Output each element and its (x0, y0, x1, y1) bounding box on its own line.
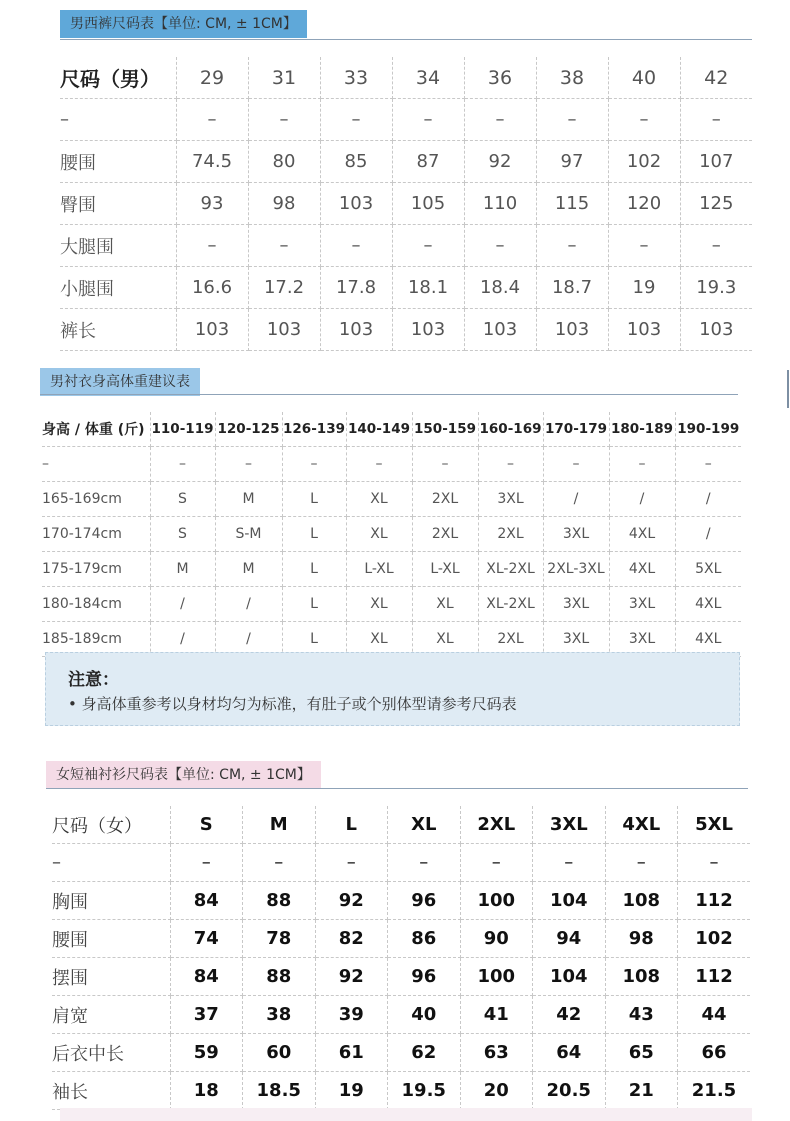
table-cell: 102 (608, 141, 680, 183)
table-cell: / (675, 517, 741, 552)
table-cell: / (215, 622, 282, 657)
table-cell: XL (346, 622, 412, 657)
row-header-label: 尺码（男） (60, 57, 176, 99)
row-label: – (60, 99, 176, 141)
table-cell: 103 (320, 183, 392, 225)
table-cell: / (543, 482, 609, 517)
table-cell: – (176, 99, 248, 141)
table-cell: 103 (464, 309, 536, 351)
table-row (42, 552, 741, 587)
table-cell: 110 (464, 183, 536, 225)
row-label: – (42, 447, 150, 482)
table-cell: – (533, 844, 606, 882)
table-cell: 88 (243, 882, 316, 920)
men-shirt-section-divider (40, 394, 738, 395)
table-cell: 93 (176, 183, 248, 225)
men-pants-table-body (60, 57, 752, 351)
table-cell: 87 (392, 141, 464, 183)
row-header-label: 尺码（女） (52, 806, 170, 844)
table-cell: 40 (388, 996, 461, 1034)
table-cell: – (609, 447, 675, 482)
row-label: 小腿围 (60, 267, 176, 309)
table-cell: 108 (605, 958, 678, 996)
column-header: M (243, 806, 316, 844)
row-label: 170-174cm (42, 517, 150, 552)
column-header: 110-119 (150, 412, 215, 447)
table-cell: 102 (678, 920, 751, 958)
table-row (60, 267, 752, 309)
table-cell: 17.2 (248, 267, 320, 309)
table-cell: XL (346, 587, 412, 622)
column-header: 126-139 (282, 412, 346, 447)
table-cell: 39 (315, 996, 388, 1034)
table-cell: 4XL (675, 587, 741, 622)
table-cell: 3XL (543, 587, 609, 622)
table-cell: 44 (678, 996, 751, 1034)
table-cell: 63 (460, 1034, 533, 1072)
men-shirt-section-header (40, 368, 200, 396)
table-cell: 103 (392, 309, 464, 351)
table-cell: 112 (678, 882, 751, 920)
table-cell: 85 (320, 141, 392, 183)
table-cell: 3XL (609, 622, 675, 657)
table-cell: 42 (533, 996, 606, 1034)
table-cell: 20 (460, 1072, 533, 1110)
table-cell: 16.6 (176, 267, 248, 309)
column-header: 38 (536, 57, 608, 99)
table-cell: – (388, 844, 461, 882)
table-row (60, 141, 752, 183)
table-cell: 2XL-3XL (543, 552, 609, 587)
column-header: XL (388, 806, 461, 844)
column-header: 31 (248, 57, 320, 99)
row-label: 175-179cm (42, 552, 150, 587)
table-cell: 105 (392, 183, 464, 225)
table-cell: XL (346, 482, 412, 517)
table-cell: 103 (608, 309, 680, 351)
table-cell: L (282, 552, 346, 587)
table-cell: 18.4 (464, 267, 536, 309)
table-cell: 103 (320, 309, 392, 351)
header-row (42, 412, 741, 447)
table-cell: 112 (678, 958, 751, 996)
table-cell: 96 (388, 882, 461, 920)
table-cell: XL (412, 587, 478, 622)
table-cell: 107 (680, 141, 752, 183)
table-cell: – (608, 225, 680, 267)
table-cell: – (412, 447, 478, 482)
table-cell: 82 (315, 920, 388, 958)
column-header: 2XL (460, 806, 533, 844)
right-edge-mark (787, 370, 789, 408)
table-cell: S (150, 482, 215, 517)
table-cell: – (605, 844, 678, 882)
table-cell: 65 (605, 1034, 678, 1072)
table-cell: 92 (315, 958, 388, 996)
table-cell: / (675, 482, 741, 517)
table-cell: 80 (248, 141, 320, 183)
men-pants-section-title: 男西裤尺码表【单位: CM, ± 1CM】 (60, 10, 307, 38)
row-label: 摆围 (52, 958, 170, 996)
table-cell: 18 (170, 1072, 243, 1110)
table-row (52, 958, 750, 996)
table-cell: 125 (680, 183, 752, 225)
table-cell: 3XL (543, 622, 609, 657)
row-label: 后衣中长 (52, 1034, 170, 1072)
table-cell: M (150, 552, 215, 587)
row-label: 袖长 (52, 1072, 170, 1110)
table-cell: 103 (536, 309, 608, 351)
row-header-label: 身高 / 体重 (斤) (42, 412, 150, 447)
column-header: 140-149 (346, 412, 412, 447)
table-cell: M (215, 552, 282, 587)
table-cell: 100 (460, 958, 533, 996)
table-cell: L-XL (412, 552, 478, 587)
table-row (60, 99, 752, 141)
column-header: 160-169 (478, 412, 543, 447)
table-cell: 59 (170, 1034, 243, 1072)
row-label: 185-189cm (42, 622, 150, 657)
table-cell: S-M (215, 517, 282, 552)
table-cell: – (392, 225, 464, 267)
table-cell: – (478, 447, 543, 482)
column-header: 120-125 (215, 412, 282, 447)
table-cell: 61 (315, 1034, 388, 1072)
men-shirt-table-body (42, 412, 741, 657)
table-row (52, 920, 750, 958)
table-cell: – (248, 99, 320, 141)
column-header: 29 (176, 57, 248, 99)
table-row (52, 1072, 750, 1110)
table-cell: 66 (678, 1034, 751, 1072)
table-cell: 4XL (609, 517, 675, 552)
table-cell: – (675, 447, 741, 482)
table-cell: 4XL (675, 622, 741, 657)
table-cell: 96 (388, 958, 461, 996)
table-cell: 92 (464, 141, 536, 183)
table-cell: – (536, 99, 608, 141)
table-cell: 108 (605, 882, 678, 920)
column-header: 4XL (605, 806, 678, 844)
table-row (52, 882, 750, 920)
table-cell: – (243, 844, 316, 882)
table-cell: 120 (608, 183, 680, 225)
row-label: 腰围 (60, 141, 176, 183)
table-cell: M (215, 482, 282, 517)
table-cell: 20.5 (533, 1072, 606, 1110)
row-label: 腰围 (52, 920, 170, 958)
table-row (42, 517, 741, 552)
table-cell: 104 (533, 958, 606, 996)
table-cell: XL-2XL (478, 552, 543, 587)
table-cell: – (460, 844, 533, 882)
table-row (42, 447, 741, 482)
table-cell: 104 (533, 882, 606, 920)
table-cell: 62 (388, 1034, 461, 1072)
row-label: 胸围 (52, 882, 170, 920)
table-cell: 78 (243, 920, 316, 958)
table-cell: L (282, 587, 346, 622)
table-cell: / (609, 482, 675, 517)
table-cell: – (464, 99, 536, 141)
men-pants-section-divider (60, 39, 752, 40)
table-cell: – (170, 844, 243, 882)
table-cell: 98 (248, 183, 320, 225)
table-cell: 17.8 (320, 267, 392, 309)
table-cell: 5XL (675, 552, 741, 587)
women-shirt-section-header (46, 761, 321, 789)
table-cell: 43 (605, 996, 678, 1034)
row-label: 裤长 (60, 309, 176, 351)
row-label: 180-184cm (42, 587, 150, 622)
column-header: 36 (464, 57, 536, 99)
women-shirt-section-title: 女短袖衬衫尺码表【单位: CM, ± 1CM】 (46, 761, 321, 789)
column-header: 33 (320, 57, 392, 99)
table-cell: 103 (680, 309, 752, 351)
column-header: 40 (608, 57, 680, 99)
table-cell: 18.1 (392, 267, 464, 309)
table-cell: 19.5 (388, 1072, 461, 1110)
table-cell: – (680, 225, 752, 267)
table-cell: 37 (170, 996, 243, 1034)
table-cell: 21 (605, 1072, 678, 1110)
table-row (52, 1034, 750, 1072)
table-row (60, 309, 752, 351)
table-cell: – (320, 99, 392, 141)
column-header: L (315, 806, 388, 844)
men-pants-section-header (60, 10, 307, 38)
table-cell: 18.5 (243, 1072, 316, 1110)
note-body: • 身高体重参考以身材均匀为标准，有肚子或个别体型请参考尺码表 (68, 695, 517, 713)
table-cell: 2XL (478, 622, 543, 657)
men-shirt-section-title: 男衬衣身高体重建议表 (40, 368, 200, 396)
table-row (60, 183, 752, 225)
table-cell: 4XL (609, 552, 675, 587)
table-cell: / (150, 587, 215, 622)
table-cell: – (464, 225, 536, 267)
table-cell: 115 (536, 183, 608, 225)
table-cell: – (282, 447, 346, 482)
table-cell: – (392, 99, 464, 141)
table-cell: 84 (170, 958, 243, 996)
table-cell: – (150, 447, 215, 482)
table-cell: L (282, 517, 346, 552)
table-cell: – (346, 447, 412, 482)
women-shirt-section-divider (46, 788, 748, 789)
table-cell: – (176, 225, 248, 267)
table-cell: 92 (315, 882, 388, 920)
table-cell: S (150, 517, 215, 552)
table-cell: 2XL (478, 517, 543, 552)
table-cell: 98 (605, 920, 678, 958)
table-cell: – (315, 844, 388, 882)
women-shirt-size-table (52, 806, 750, 1110)
table-cell: 60 (243, 1034, 316, 1072)
table-cell: 18.7 (536, 267, 608, 309)
table-cell: L (282, 622, 346, 657)
table-cell: 103 (176, 309, 248, 351)
note-box (45, 652, 740, 726)
table-cell: / (150, 622, 215, 657)
table-cell: 3XL (478, 482, 543, 517)
table-cell: 3XL (543, 517, 609, 552)
table-row (42, 587, 741, 622)
column-header: S (170, 806, 243, 844)
table-cell: – (543, 447, 609, 482)
women-shirt-table-body (52, 806, 750, 1110)
column-header: 180-189 (609, 412, 675, 447)
table-row (42, 482, 741, 517)
table-cell: – (320, 225, 392, 267)
table-cell: 88 (243, 958, 316, 996)
table-cell: 64 (533, 1034, 606, 1072)
table-cell: 2XL (412, 482, 478, 517)
table-row (60, 225, 752, 267)
table-cell: 103 (248, 309, 320, 351)
table-cell: 97 (536, 141, 608, 183)
table-cell: / (215, 587, 282, 622)
table-cell: XL-2XL (478, 587, 543, 622)
table-cell: 2XL (412, 517, 478, 552)
table-cell: – (678, 844, 751, 882)
table-cell: 38 (243, 996, 316, 1034)
table-cell: L-XL (346, 552, 412, 587)
table-cell: – (680, 99, 752, 141)
bottom-decor-strip (60, 1108, 752, 1121)
table-cell: 19 (315, 1072, 388, 1110)
table-cell: 94 (533, 920, 606, 958)
row-label: 臀围 (60, 183, 176, 225)
table-cell: 90 (460, 920, 533, 958)
men-pants-size-table (60, 57, 752, 351)
table-cell: 86 (388, 920, 461, 958)
table-cell: XL (412, 622, 478, 657)
note-title: 注意： (68, 670, 119, 690)
table-cell: 84 (170, 882, 243, 920)
table-cell: 19.3 (680, 267, 752, 309)
column-header: 42 (680, 57, 752, 99)
column-header: 190-199 (675, 412, 741, 447)
row-label: – (52, 844, 170, 882)
table-cell: – (248, 225, 320, 267)
table-cell: 74 (170, 920, 243, 958)
row-label: 165-169cm (42, 482, 150, 517)
men-shirt-height-weight-table (42, 412, 741, 657)
table-cell: – (215, 447, 282, 482)
table-cell: – (608, 99, 680, 141)
header-row (52, 806, 750, 844)
header-row (60, 57, 752, 99)
row-label: 大腿围 (60, 225, 176, 267)
column-header: 3XL (533, 806, 606, 844)
table-row (52, 996, 750, 1034)
table-cell: 74.5 (176, 141, 248, 183)
table-row (52, 844, 750, 882)
column-header: 170-179 (543, 412, 609, 447)
table-cell: XL (346, 517, 412, 552)
table-cell: 21.5 (678, 1072, 751, 1110)
table-cell: 41 (460, 996, 533, 1034)
column-header: 34 (392, 57, 464, 99)
row-label: 肩宽 (52, 996, 170, 1034)
table-cell: 100 (460, 882, 533, 920)
table-cell: – (536, 225, 608, 267)
column-header: 150-159 (412, 412, 478, 447)
table-cell: 19 (608, 267, 680, 309)
table-cell: 3XL (609, 587, 675, 622)
column-header: 5XL (678, 806, 751, 844)
table-cell: L (282, 482, 346, 517)
